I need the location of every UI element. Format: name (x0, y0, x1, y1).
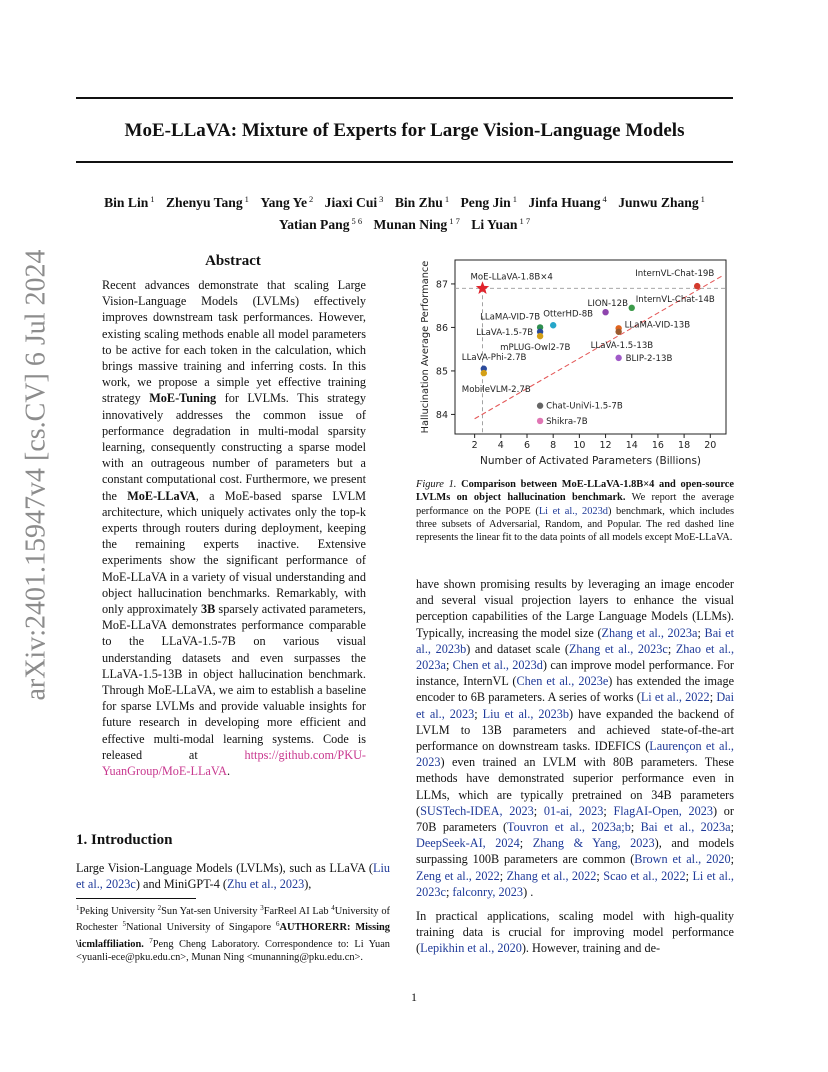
fn-text: National University of Singapore (125, 922, 276, 934)
author-name (374, 217, 460, 232)
body-text: ; (685, 868, 693, 883)
body-text: ; (596, 868, 604, 883)
x-axis-label: Number of Activated Parameters (Billions) (479, 455, 702, 467)
author-name (395, 195, 449, 210)
y-tick-label: 87 (435, 279, 448, 291)
citation-link[interactable]: FlagAI-Open, 2023 (613, 803, 714, 818)
code-link[interactable]: https://github.com/PKU-YuanGroup/MoE-LLaVA (102, 747, 366, 779)
fn-mark: 7 (149, 936, 153, 945)
figure-1-caption (416, 478, 734, 544)
body-text: ) or 70B parameters ( (416, 803, 735, 835)
citation-link[interactable]: Li et al., 2022 (640, 690, 710, 705)
body-text: have shown promising results by leveraging an image encoder and several visual projection layers to enhance the visual perception capabilities of the Large Language Models (LLMs). Typically, increasing the model size ( (416, 577, 734, 640)
citation-link[interactable]: falconry, 2023 (452, 884, 524, 899)
fn-text: AUTHORERR: Missing \icmlaffiliation. (76, 922, 390, 950)
data-point (537, 403, 543, 409)
citation-link[interactable]: Bai et al., 2023a (640, 820, 731, 835)
fn-text: FarReel AI Lab (263, 906, 332, 917)
author-name (528, 195, 606, 210)
intro-text: ), (304, 877, 312, 892)
highlight-label: MoE-LLaVA-1.8B×4 (470, 272, 553, 283)
body-text: ; (499, 868, 507, 883)
body-text: ; (697, 625, 705, 640)
abstract-text: for LVLMs. This strategy innovatively addresses the common issue of performance degradation in multi-modal sparsity learning, consequently constructing a sparse model with an outrageous number of parameters but a constant computational cost. Furthermore, we present the (102, 391, 367, 503)
citation-link[interactable]: Li et al., 2023d (538, 505, 608, 517)
citation-link[interactable]: Zhao et al., 2023a (416, 641, 735, 673)
citation-link[interactable]: Zhang et al., 2023c (568, 641, 668, 656)
citation-link[interactable]: Li et al., 2023c (416, 868, 734, 899)
x-tick-label: 10 (573, 440, 586, 451)
data-point (550, 322, 556, 328)
body-text: ; (730, 820, 734, 835)
data-point (537, 333, 543, 339)
arxiv-stamp-text: arXiv:2401.15947v4 [cs.CV] 6 Jul 2024 (21, 249, 53, 701)
author-name (104, 195, 154, 210)
citation-link[interactable]: Scao et al., 2022 (603, 868, 686, 883)
title-rule-bottom (76, 161, 733, 163)
body-text: ; (709, 690, 717, 705)
paper-title: MoE-LLaVA: Mixture of Experts for Large Vision-Language Models (124, 120, 685, 141)
author-name (325, 195, 384, 210)
abstract-text: Recent advances demonstrate that scaling Large Vision-Language Models (LVLMs) effectively improves downstream task performances. However, existing scaling methods enable all model parameters to be active for each token in the calculation, which brings massive training and inferring costs. In this work, we propose a simple yet effective training strategy (102, 278, 366, 406)
citation-link[interactable]: Zhang & Yang, 2023 (532, 836, 655, 851)
data-point (694, 283, 700, 289)
abstract-text: , a MoE-based sparse LVLM architecture, which uniquely activates only the top-k experts through routers during deployment, keeping the remaining experts inactive. Extensive experiments show the significant performance of MoE-LLaVA in a variety of visual understanding and object hallucination benchmarks. Remarkably, with only approximately (102, 488, 366, 617)
fn-mark: 6 (275, 920, 280, 929)
point-label: LLaVA-1.5-13B (590, 340, 654, 351)
body-text: ) have expanded the backend of LVLM to 13B parameters and achieved state-of-the-art performance on downstream tasks. IDEFICS ( (416, 706, 735, 754)
point-label: MobileVLM-2.7B (461, 385, 531, 396)
data-point (481, 370, 487, 376)
citation-link[interactable]: Chen et al., 2023d (452, 658, 543, 673)
data-point (537, 418, 543, 424)
abstract-text: . (226, 764, 231, 779)
abstract-bold-term: 3B (200, 602, 216, 617)
abstract-text: sparsely activated parameters, MoE-LLaVA demonstrates performance comparable to the LLaVA-1.5-7B on various visual understanding datasets and even surpasses the LLaVA-1.5-13B in object hallucination benchmark. Through MoE-LLaVA, we aim to establish a baseline for sparse LVLMs and provide valuable insights for future research in developing more efficient and effective multi-modal learning systems. Code is released at (102, 602, 366, 762)
body-text: ) even trained an LVLM with 80B parameters. These methods have demonstrated superior performance even in LLMs, which are typically pretrained on 34B parameters ( (416, 755, 734, 818)
paragraph (416, 908, 734, 957)
author-name-text: Peng Jin (460, 195, 511, 210)
arxiv-stamp (21, 249, 53, 701)
x-tick-label: 16 (651, 440, 664, 451)
author-affiliation-mark: 1 (444, 194, 450, 204)
abstract-bold-term: MoE-Tuning (149, 391, 217, 406)
x-tick-label: 20 (704, 440, 717, 451)
author-name-text: Bin Lin (104, 195, 149, 210)
caption-text: ) benchmark, which includes three subsets of Adversarial, Random, and Popular. The red dashed line represents the linear fit to the data points of all models except MoE-LLaVA. (416, 505, 735, 544)
citation-link[interactable]: Zhu et al., 2023 (226, 877, 305, 892)
author-name-text: Junwu Zhang (618, 195, 699, 210)
author-name-text: Bin Zhu (394, 195, 443, 210)
author-name-text: Jiaxi Cui (324, 195, 378, 210)
fn-mark: 2 (157, 904, 162, 912)
y-tick-label: 85 (435, 366, 448, 378)
point-label: Chat-UniVi-1.5-7B (546, 401, 623, 412)
y-tick-label: 86 (435, 322, 448, 334)
abstract-bold-term: MoE-LLaVA (127, 488, 196, 503)
author-affiliation-mark: 1 (512, 194, 517, 204)
author-affiliation-mark: 2 (309, 194, 314, 204)
author-name (460, 195, 516, 210)
intro-text: Large Vision-Language Models (LVLMs), such as LLaVA ( (76, 861, 373, 875)
y-axis-label: Hallucination Average Performance (420, 260, 431, 434)
author-affiliation-mark: 1 7 (519, 216, 531, 226)
citation-link[interactable]: Bai et al., 2023b (416, 625, 735, 656)
chart-svg (412, 252, 742, 470)
citation-link[interactable]: 01-ai, 2023 (543, 803, 604, 818)
fn-mark: 3 (260, 904, 264, 912)
point-label: BLIP-2-13B (625, 353, 673, 364)
body-text: ) has extended the image encoder to 6B parameters. A series of works ( (416, 674, 735, 705)
body-text: ; (445, 658, 453, 673)
intro-body (76, 860, 390, 892)
citation-link[interactable]: Chen et al., 2023e (516, 674, 609, 689)
fn-mark: 1 (76, 904, 80, 912)
point-label: LION-12B (587, 299, 629, 310)
caption-label: Figure 1. (416, 479, 462, 490)
author-affiliation-mark: 1 (150, 194, 155, 204)
page-number: 1 (411, 990, 417, 1004)
abstract-body (102, 277, 366, 779)
intro-text: ) and MiniGPT-4 ( (135, 877, 227, 892)
fn-mark: 4 (331, 904, 335, 912)
author-name (279, 217, 362, 232)
right-column-body (416, 576, 734, 965)
fn-mark: 5 (122, 920, 126, 929)
section-heading-introduction: 1. Introduction (76, 832, 173, 848)
body-text: ; (474, 706, 483, 721)
citation-link[interactable]: Liu et al., 2023b (482, 706, 570, 721)
body-text: In practical applications, scaling model with high-quality training data is crucial for improving model performance ( (416, 909, 734, 956)
point-label: LLaVA-1.5-7B (476, 327, 534, 338)
citation-link[interactable]: Lepikhin et al., 2020 (420, 941, 522, 956)
author-name-text: Jinfa Huang (528, 195, 601, 210)
body-text: ; (730, 852, 734, 867)
body-text: ; (445, 884, 453, 899)
body-text: ) . (523, 884, 534, 899)
citation-link[interactable]: SUSTech-IDEA, 2023 (420, 803, 534, 818)
data-point (615, 329, 621, 335)
author-affiliation-mark: 3 (379, 194, 384, 204)
x-tick-label: 14 (625, 440, 638, 451)
point-label: LLaMA-VID-7B (480, 312, 541, 323)
x-tick-label: 12 (599, 440, 612, 451)
caption-text: We report the average performance on the POPE ( (416, 492, 734, 517)
author-name-text: Yatian Pang (278, 217, 350, 232)
x-tick-label: 18 (678, 440, 691, 451)
footnote-rule (76, 898, 196, 899)
citation-link[interactable]: DeepSeek-AI, 2024 (416, 836, 520, 851)
body-text: ). However, training and de- (521, 941, 661, 956)
body-text: ; (630, 820, 641, 835)
author-name-text: Munan Ning (373, 217, 448, 232)
author-name-text: Yang Ye (260, 195, 308, 210)
data-point (615, 355, 621, 361)
paragraph (416, 576, 734, 900)
author-affiliation-mark: 1 (244, 194, 249, 204)
citation-link[interactable]: Dai et al., 2023 (416, 690, 735, 721)
citation-link[interactable]: Liu et al., 2023c (76, 861, 390, 892)
author-list (76, 190, 733, 234)
author-affiliation-mark: 1 7 (449, 216, 460, 226)
author-name-text: Li Yuan (471, 217, 518, 232)
author-name (471, 217, 530, 232)
point-label: LLaVA-Phi-2.7B (461, 352, 527, 363)
data-point (602, 309, 608, 315)
point-label: mPLUG-Owl2-7B (500, 343, 571, 354)
author-affiliation-mark: 1 (700, 194, 705, 204)
citation-link[interactable]: Zhang et al., 2022 (506, 868, 597, 883)
author-name-text: Zhenyu Tang (165, 195, 243, 210)
body-text: ; (533, 803, 544, 818)
fn-text: Peng Cheng Laboratory. Correspondence to: Li Yuan <yuanli-ece@pku.edu.cn>, Munan Ning <munanning@pku.edu.cn>. (76, 938, 390, 963)
point-label: LLaMA-VID-13B (624, 320, 691, 331)
body-text: ) and dataset scale ( (466, 641, 569, 656)
fn-text: Peking University (79, 906, 158, 917)
author-affiliation-mark: 5 6 (351, 216, 363, 226)
point-label: OtterHD-8B (543, 309, 594, 320)
body-text: ; (519, 836, 533, 851)
figure-1-scatter-chart (412, 252, 742, 470)
citation-link[interactable]: Zeng et al., 2022 (416, 868, 500, 883)
point-label: InternVL-Chat-14B (635, 294, 715, 305)
author-name (260, 195, 313, 210)
body-text: ; (667, 641, 676, 656)
author-name (166, 195, 249, 210)
citation-link[interactable]: Laurençon et al., 2023 (416, 739, 734, 770)
x-tick-label: 8 (550, 440, 557, 451)
abstract-heading: Abstract (205, 253, 261, 269)
point-label: InternVL-Chat-19B (635, 269, 715, 280)
body-text: ; (603, 803, 614, 818)
title-rule-top (76, 97, 733, 99)
y-tick-label: 84 (435, 409, 448, 421)
author-name (618, 195, 705, 210)
body-text: ), and models surpassing 100B parameters are common ( (416, 836, 734, 867)
citation-link[interactable]: Touvron et al., 2023a;b (507, 820, 631, 835)
caption-bold: Comparison between MoE-LLaVA-1.8B×4 and open-source LVLMs on object hallucination benchmark. (416, 479, 734, 504)
citation-link[interactable]: Brown et al., 2020 (634, 852, 731, 867)
fn-text: University of Rochester (76, 906, 390, 934)
x-tick-label: 6 (523, 440, 531, 451)
affiliation-footnotes (76, 902, 390, 964)
data-point (629, 305, 635, 311)
fn-text: Sun Yat-sen University (161, 906, 261, 917)
x-tick-label: 2 (471, 440, 478, 451)
x-tick-label: 4 (497, 440, 504, 451)
author-affiliation-mark: 4 (602, 194, 607, 204)
body-text: ) can improve model performance. For instance, InternVL ( (416, 658, 735, 689)
citation-link[interactable]: Zhang et al., 2023a (601, 625, 698, 640)
point-label: Shikra-7B (546, 416, 588, 427)
